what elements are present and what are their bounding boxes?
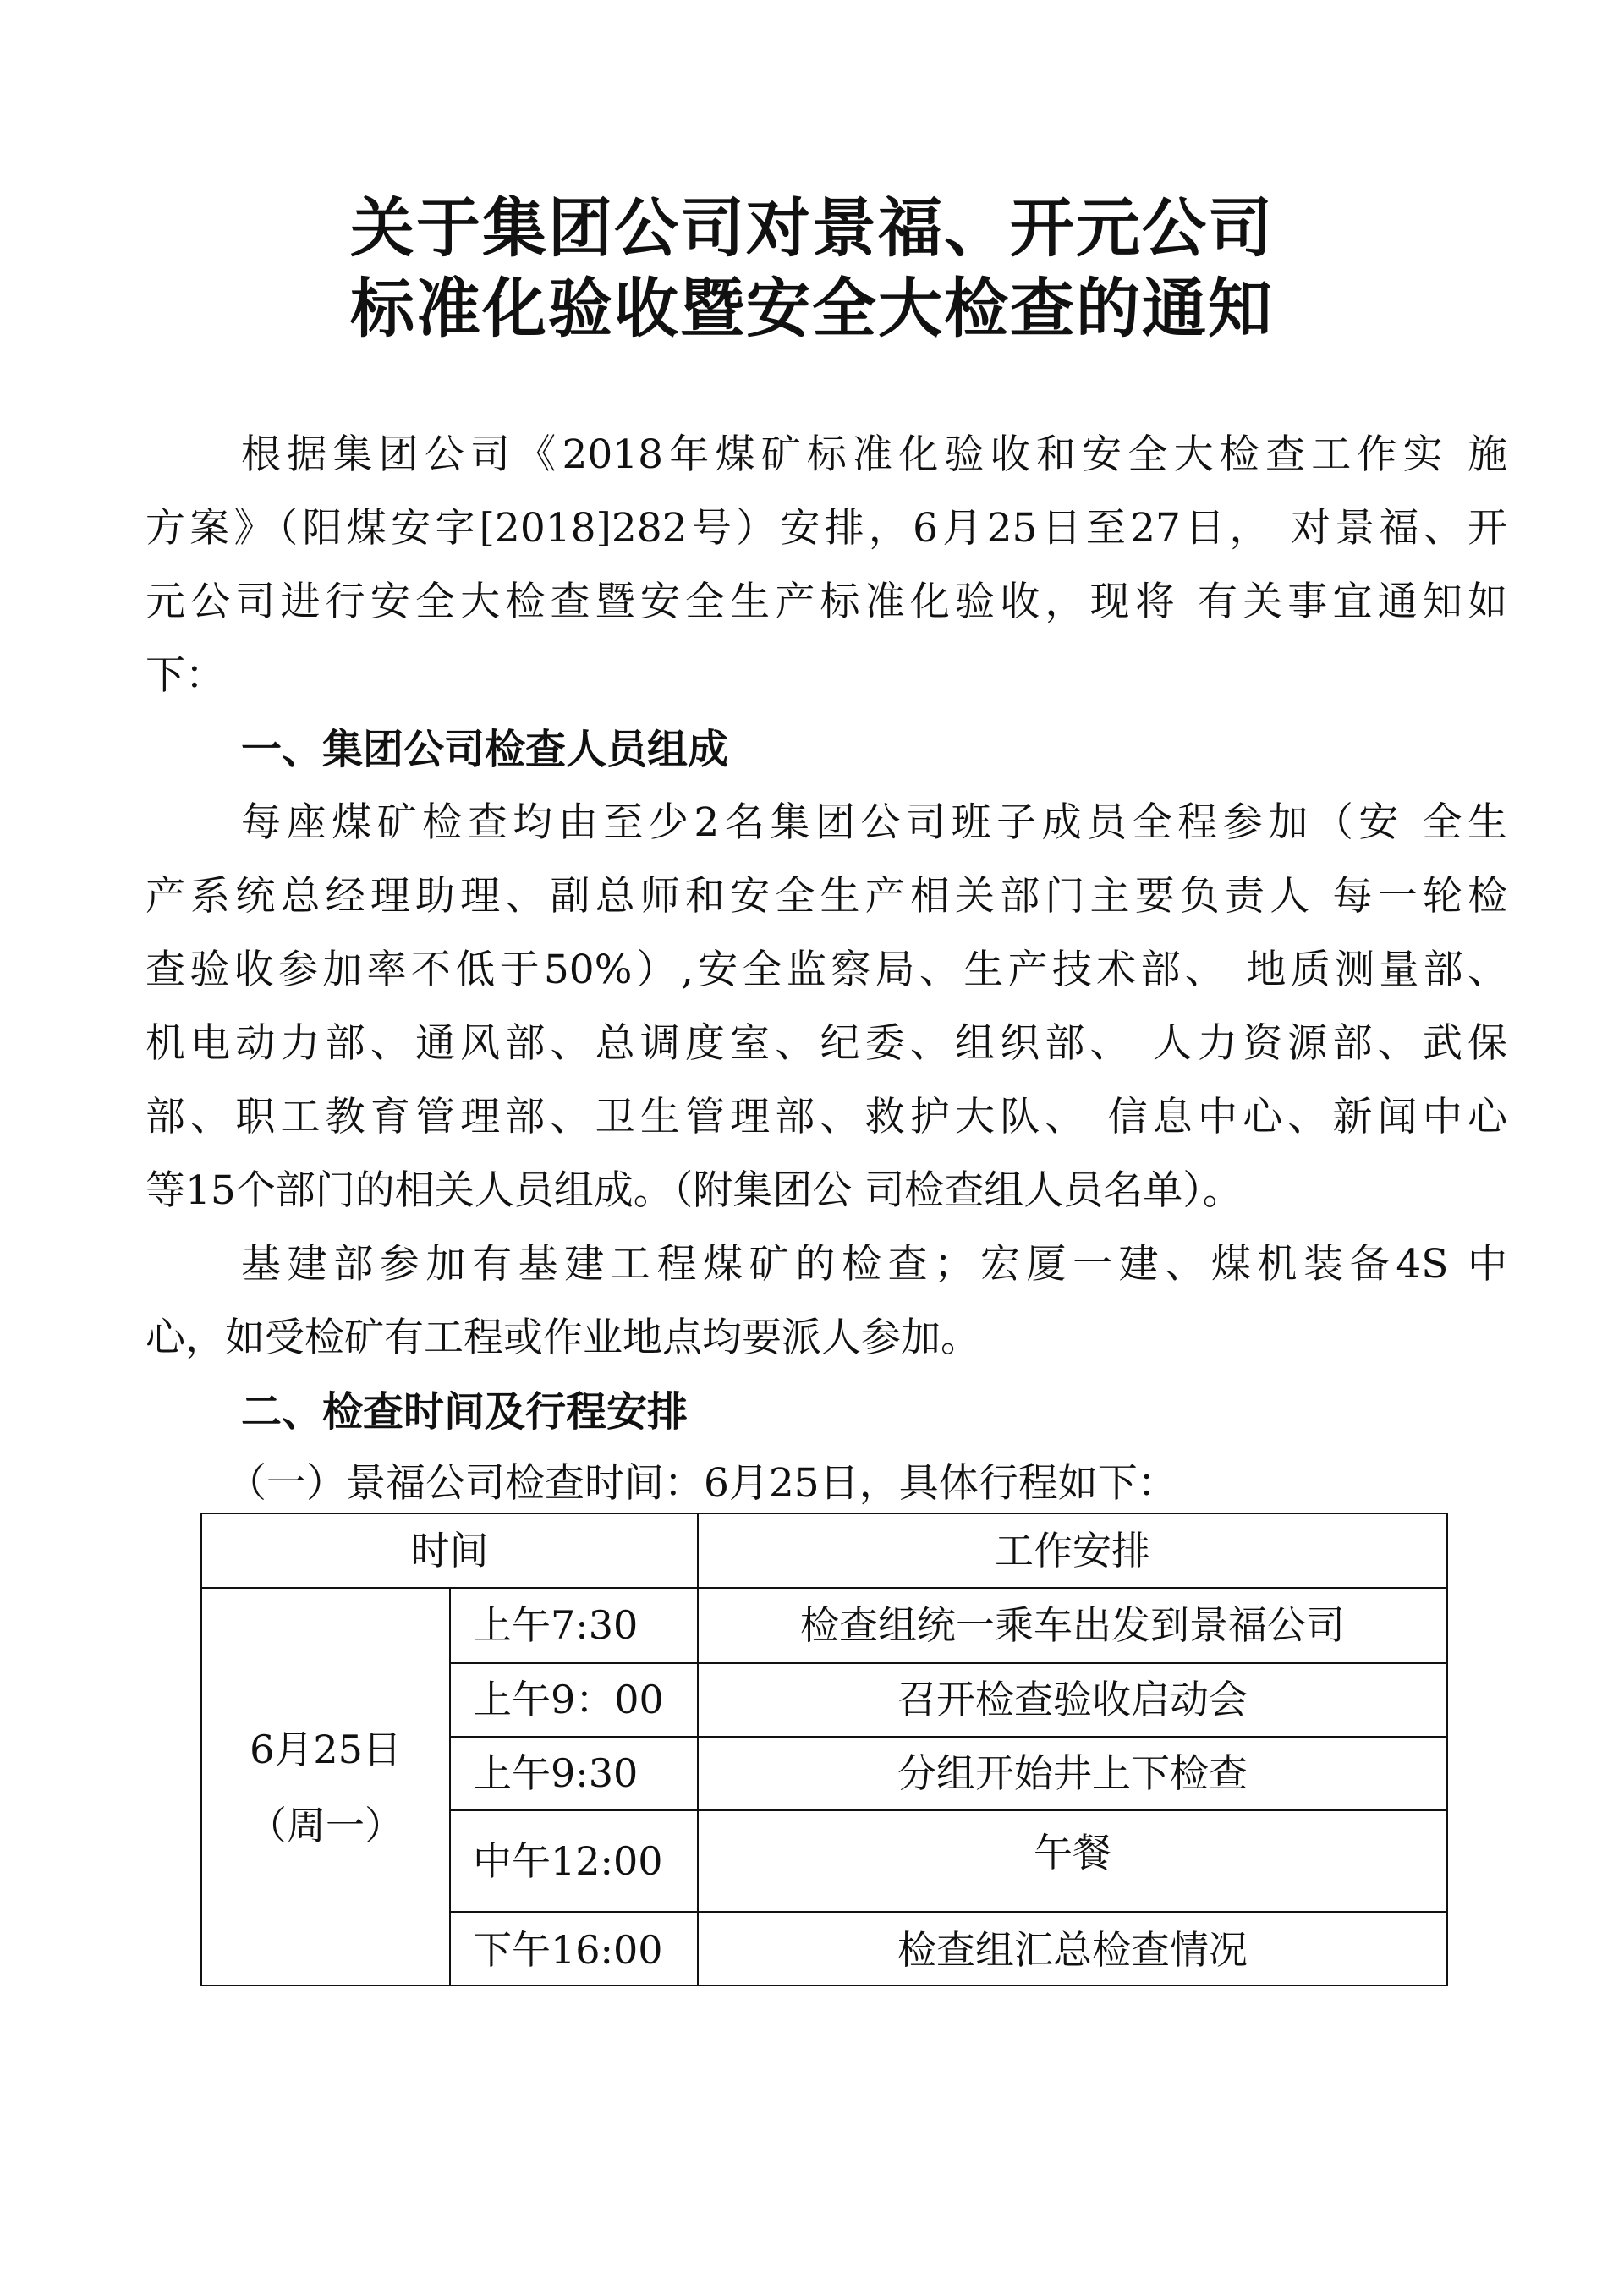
schedule-table	[200, 1513, 1448, 1986]
table-rule	[449, 1911, 1446, 1913]
document-title-line-2: 标准化验收暨安全大检查的通知	[350, 271, 1274, 346]
table-rule	[202, 1587, 1446, 1589]
schedule-task: 午餐	[1034, 1830, 1111, 1875]
table-header-work: 工作安排	[995, 1528, 1150, 1573]
section-1-para-1-line: 产系统总经理助理、副总师和安全生产相关部门主要负责人 每一轮检	[145, 873, 1507, 920]
intro-line: 方案》（阳煤安字[2018]282号）安排，6月25日至27日， 对景福、开	[145, 505, 1507, 552]
schedule-weekday: （周一）	[248, 1803, 403, 1848]
intro-line: 下：	[145, 652, 225, 699]
schedule-date: 6月25日	[250, 1727, 402, 1772]
intro-line: 元公司进行安全大检查暨安全生产标准化验收，现将 有关事宜通知如	[145, 579, 1507, 625]
table-rule	[449, 1736, 1446, 1738]
schedule-task: 召开检查验收启动会	[897, 1677, 1248, 1722]
section-1-para-2-line: 基建部参加有基建工程煤矿的检查；宏厦一建、煤机装备4S 中	[241, 1241, 1507, 1288]
section-2-subheading: （一）景福公司检查时间：6月25日，具体行程如下：	[227, 1460, 1177, 1507]
schedule-task: 分组开始井上下检查	[897, 1750, 1248, 1796]
section-1-heading: 一、集团公司检查人员组成	[241, 726, 729, 773]
table-rule	[449, 1587, 451, 1985]
schedule-time: 上午7:30	[473, 1602, 639, 1648]
section-2-heading: 二、检查时间及行程安排	[241, 1388, 689, 1436]
schedule-time: 上午9:30	[473, 1750, 639, 1796]
schedule-time: 上午9：00	[473, 1677, 664, 1722]
schedule-time: 下午16:00	[473, 1927, 663, 1973]
table-rule	[449, 1809, 1446, 1811]
intro-line: 根据集团公司《2018年煤矿标准化验收和安全大检查工作实 施	[241, 431, 1507, 478]
section-1-para-1-line: 查验收参加率不低于50%）,安全监察局、生产技术部、 地质测量部、	[145, 947, 1507, 993]
schedule-task: 检查组汇总检查情况	[897, 1927, 1248, 1973]
schedule-task: 检查组统一乘车出发到景福公司	[800, 1602, 1345, 1648]
document-title-line-1: 关于集团公司对景福、开元公司	[350, 190, 1274, 266]
section-1-para-1-line: 机电动力部、通风部、总调度室、纪委、组织部、 人力资源部、武保	[145, 1020, 1507, 1067]
table-rule	[449, 1662, 1446, 1664]
section-1-para-1-line: 部、职工教育管理部、卫生管理部、救护大队、 信息中心、新闻中心	[145, 1094, 1507, 1140]
section-1-para-2-line: 心，如受检矿有工程或作业地点均要派人参加。	[145, 1315, 980, 1361]
section-1-para-1-line: 等15个部门的相关人员组成。（附集团公 司检查组人员名单）。	[145, 1167, 1243, 1214]
table-header-time: 时间	[410, 1528, 489, 1573]
schedule-time: 中午12:00	[473, 1838, 663, 1884]
section-1-para-1-line: 每座煤矿检查均由至少2名集团公司班子成员全程参加（安 全生	[241, 799, 1507, 846]
